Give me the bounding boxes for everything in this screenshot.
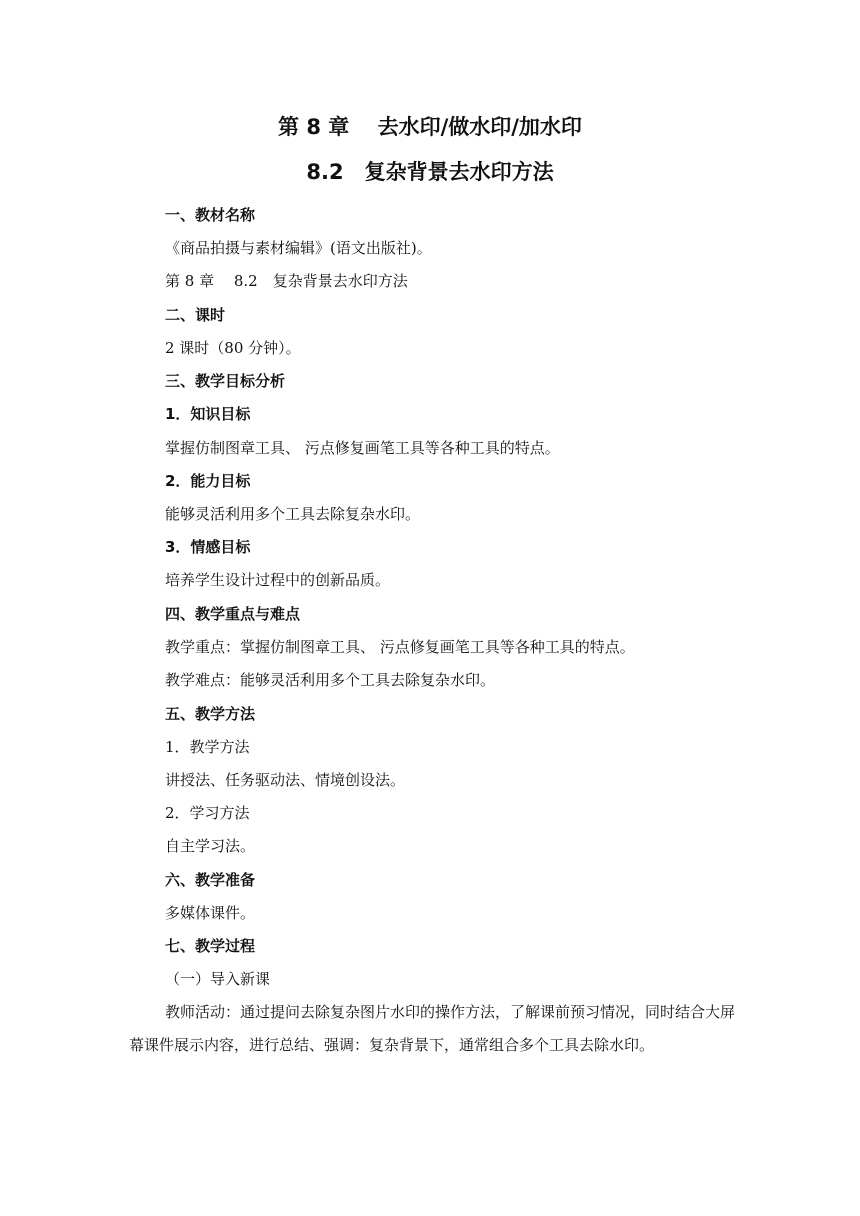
heading-class-hours: 二、课时 [165,306,226,324]
subheading-ability-goal: 2．能力目标 [165,472,251,490]
teaching-method-text: 讲授法、任务驱动法、情境创设法。 [165,771,406,789]
key-point-text: 教学重点：掌握仿制图章工具、 污点修复画笔工具等各种工具的特点。 [165,638,635,656]
difficult-point-text: 教学难点：能够灵活利用多个工具去除复杂水印。 [165,671,496,689]
heading-textbook-name: 一、教材名称 [165,206,256,224]
heading-teaching-methods: 五、教学方法 [165,705,256,723]
subheading-knowledge-goal: 1．知识目标 [165,405,251,423]
textbook-chapter-line: 第 8 章 8.2 复杂背景去水印方法 [165,272,408,290]
heading-teaching-goals: 三、教学目标分析 [165,372,286,390]
learning-method-text: 自主学习法。 [165,837,256,855]
heading-key-points: 四、教学重点与难点 [165,605,301,623]
heading-preparation: 六、教学准备 [165,871,256,889]
subheading-teaching-method: 1．教学方法 [165,738,250,756]
subheading-learning-method: 2．学习方法 [165,804,250,822]
ability-goal-text: 能够灵活利用多个工具去除复杂水印。 [165,505,421,523]
introduction-paragraph: 教师活动：通过提问去除复杂图片水印的操作方法，了解课前预习情况，同时结合大屏幕课件展示内容，进行总结、强调：复杂背景下，通常组合多个工具去除水印。 [129,1003,736,1054]
heading-teaching-process: 七、教学过程 [165,937,256,955]
section-title: 8.2 复杂背景去水印方法 [306,160,554,184]
class-hours-text: 2 课时（80 分钟）。 [165,339,301,357]
emotion-goal-text: 培养学生设计过程中的创新品质。 [165,571,391,589]
subheading-introduction: （一）导入新课 [165,970,271,988]
knowledge-goal-text: 掌握仿制图章工具、 污点修复画笔工具等各种工具的特点。 [165,439,560,457]
preparation-text: 多媒体课件。 [165,904,256,922]
chapter-title: 第 8 章 去水印/做水印/加水印 [278,115,582,139]
textbook-name-line: 《商品拍摄与素材编辑》(语文出版社)。 [165,239,432,257]
subheading-emotion-goal: 3．情感目标 [165,538,251,556]
